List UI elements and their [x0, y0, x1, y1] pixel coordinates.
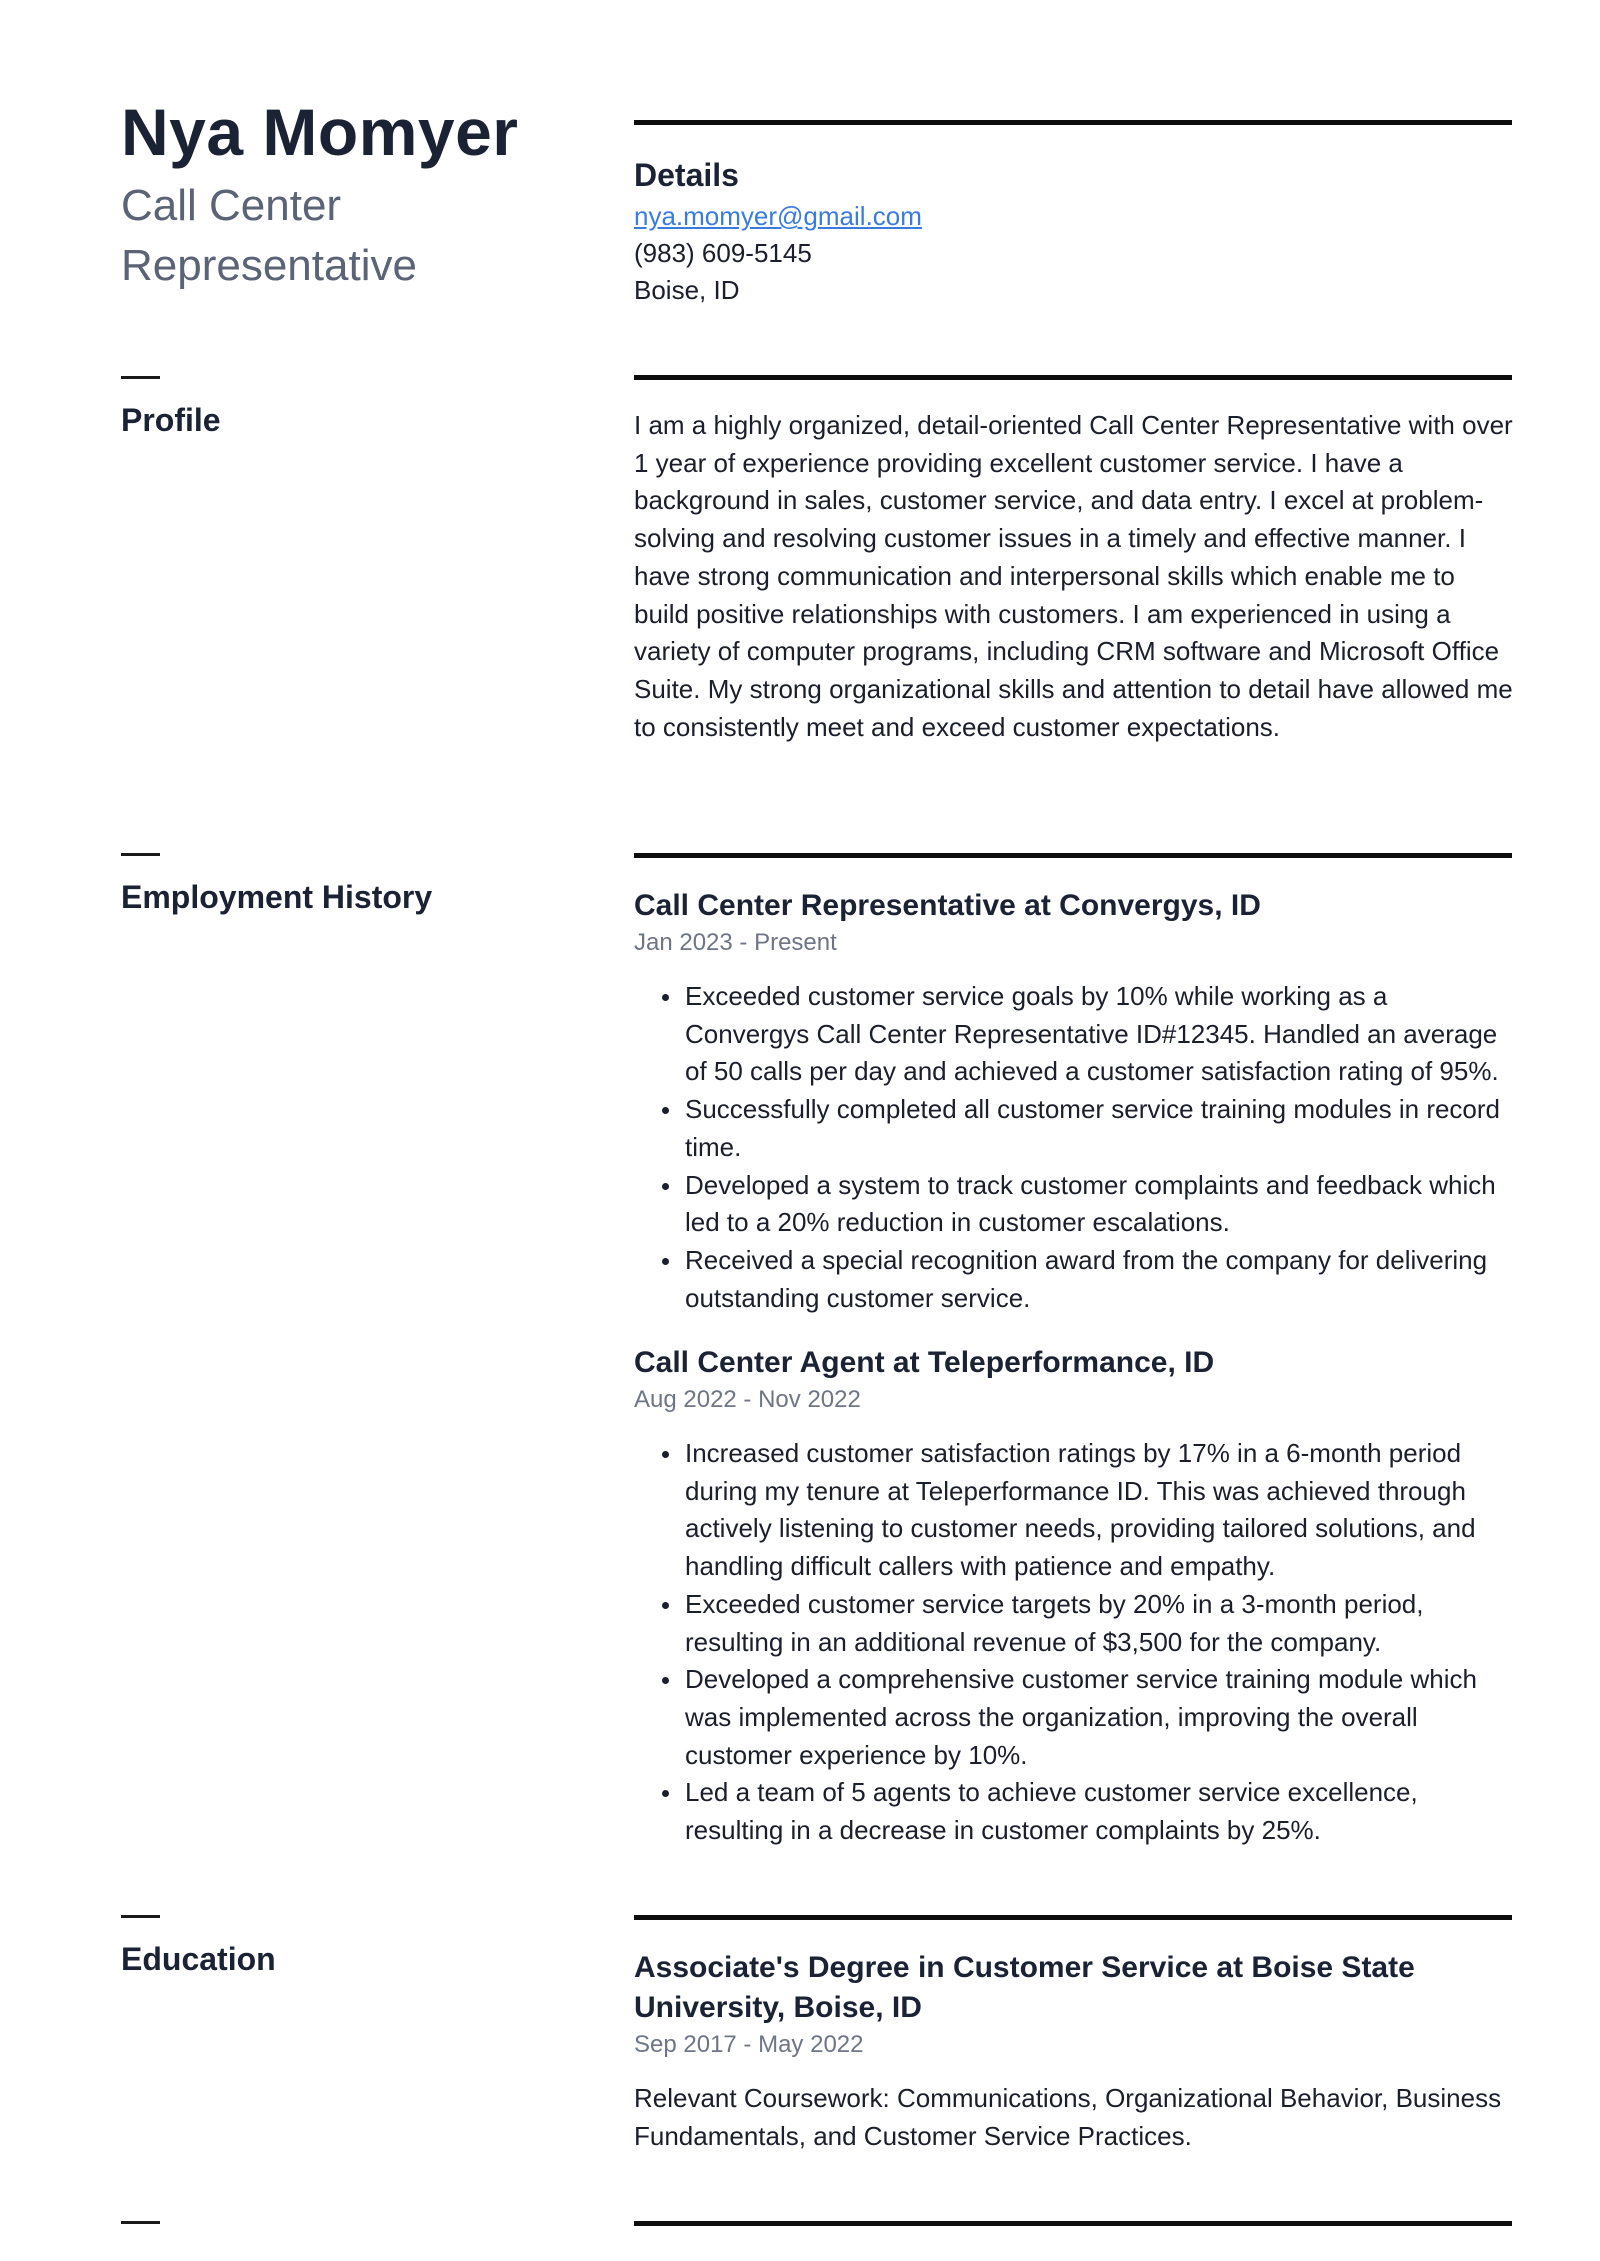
job-achievements [634, 1435, 1514, 1850]
education-heading: Education [121, 1941, 276, 1977]
profile-dash [121, 376, 160, 379]
email-line [634, 198, 1514, 235]
coursework-text: Relevant Coursework: Communications, Organizational Behavior, Business Fundamentals, and Customer Service Practices. [634, 2083, 1502, 2151]
job-entry [634, 886, 1514, 1317]
list-item: Led a team of 5 agents to achieve customer service excellence, resulting in a decrease in customer complaints by 25%. [685, 1774, 1514, 1849]
candidate-title-line2: Representative [121, 241, 417, 290]
list-item: Exceeded customer service targets by 20% in a 3-month period, resulting in an additional revenue of $3,500 for the company. [685, 1586, 1514, 1661]
candidate-title-line1: Call Center [121, 181, 342, 230]
education-entry [634, 1948, 1514, 2155]
education-divider [634, 1915, 1512, 1920]
employment-dash [121, 853, 160, 856]
candidate-title [121, 176, 541, 296]
job-title: Call Center Agent at Teleperformance, ID [634, 1346, 1215, 1379]
education-dates: Sep 2017 - May 2022 [634, 2031, 864, 2058]
job-dates: Aug 2022 - Nov 2022 [634, 1386, 861, 1413]
list-item: Exceeded customer service goals by 10% while working as a Convergys Call Center Representative ID#12345. Handled an average of 50 calls per day and achieved a customer satisfaction rating of 95%. [685, 978, 1514, 1091]
profile-text: I am a highly organized, detail-oriented Call Center Representative with over 1 year of experience providing excellent customer service. I have a background in sales, customer service, and data entry. I excel at problem-solving and resolving customer issues in a timely and effective manner. I have strong communication and interpersonal skills which enable me to build positive relationships with customers. I am experienced in using a variety of computer programs, including CRM software and Microsoft Office Suite. My strong organizational skills and attention to detail have allowed me to consistently meet and exceed customer expectations. [634, 410, 1513, 742]
job-entry [634, 1343, 1514, 1850]
employment-divider [634, 853, 1512, 858]
details-divider [634, 120, 1512, 125]
profile-divider [634, 375, 1512, 380]
degree-title: Associate's Degree in Customer Service at Boise State University, Boise, ID [634, 1951, 1415, 2024]
job-title: Call Center Representative at Convergys, ID [634, 889, 1261, 922]
list-item: Increased customer satisfaction ratings by 17% in a 6-month period during my tenure at Teleperformance ID. This was achieved through actively listening to customer needs, providing tailored solutions, and handling difficult callers with patience and empathy. [685, 1435, 1514, 1586]
job-dates: Jan 2023 - Present [634, 929, 837, 956]
next-section-divider [634, 2221, 1512, 2226]
employment-heading: Employment History [121, 879, 433, 915]
job-achievements [634, 978, 1514, 1317]
list-item: Received a special recognition award from the company for delivering outstanding customer service. [685, 1242, 1514, 1317]
list-item: Developed a system to track customer complaints and feedback which led to a 20% reduction in customer escalations. [685, 1167, 1514, 1242]
details-section [634, 152, 1514, 309]
details-heading: Details [634, 157, 739, 193]
profile-section [634, 407, 1514, 746]
candidate-name: Nya Momyer [121, 95, 519, 169]
location: Boise, ID [634, 275, 740, 305]
profile-heading: Profile [121, 402, 221, 438]
list-item: Successfully completed all customer service training modules in record time. [685, 1091, 1514, 1166]
list-item: Developed a comprehensive customer service training module which was implemented across the organization, improving the overall customer experience by 10%. [685, 1661, 1514, 1774]
education-dash [121, 1915, 160, 1918]
next-section-dash [121, 2221, 160, 2224]
email-link[interactable]: nya.momyer@gmail.com [634, 201, 922, 231]
phone-number: (983) 609-5145 [634, 238, 812, 268]
